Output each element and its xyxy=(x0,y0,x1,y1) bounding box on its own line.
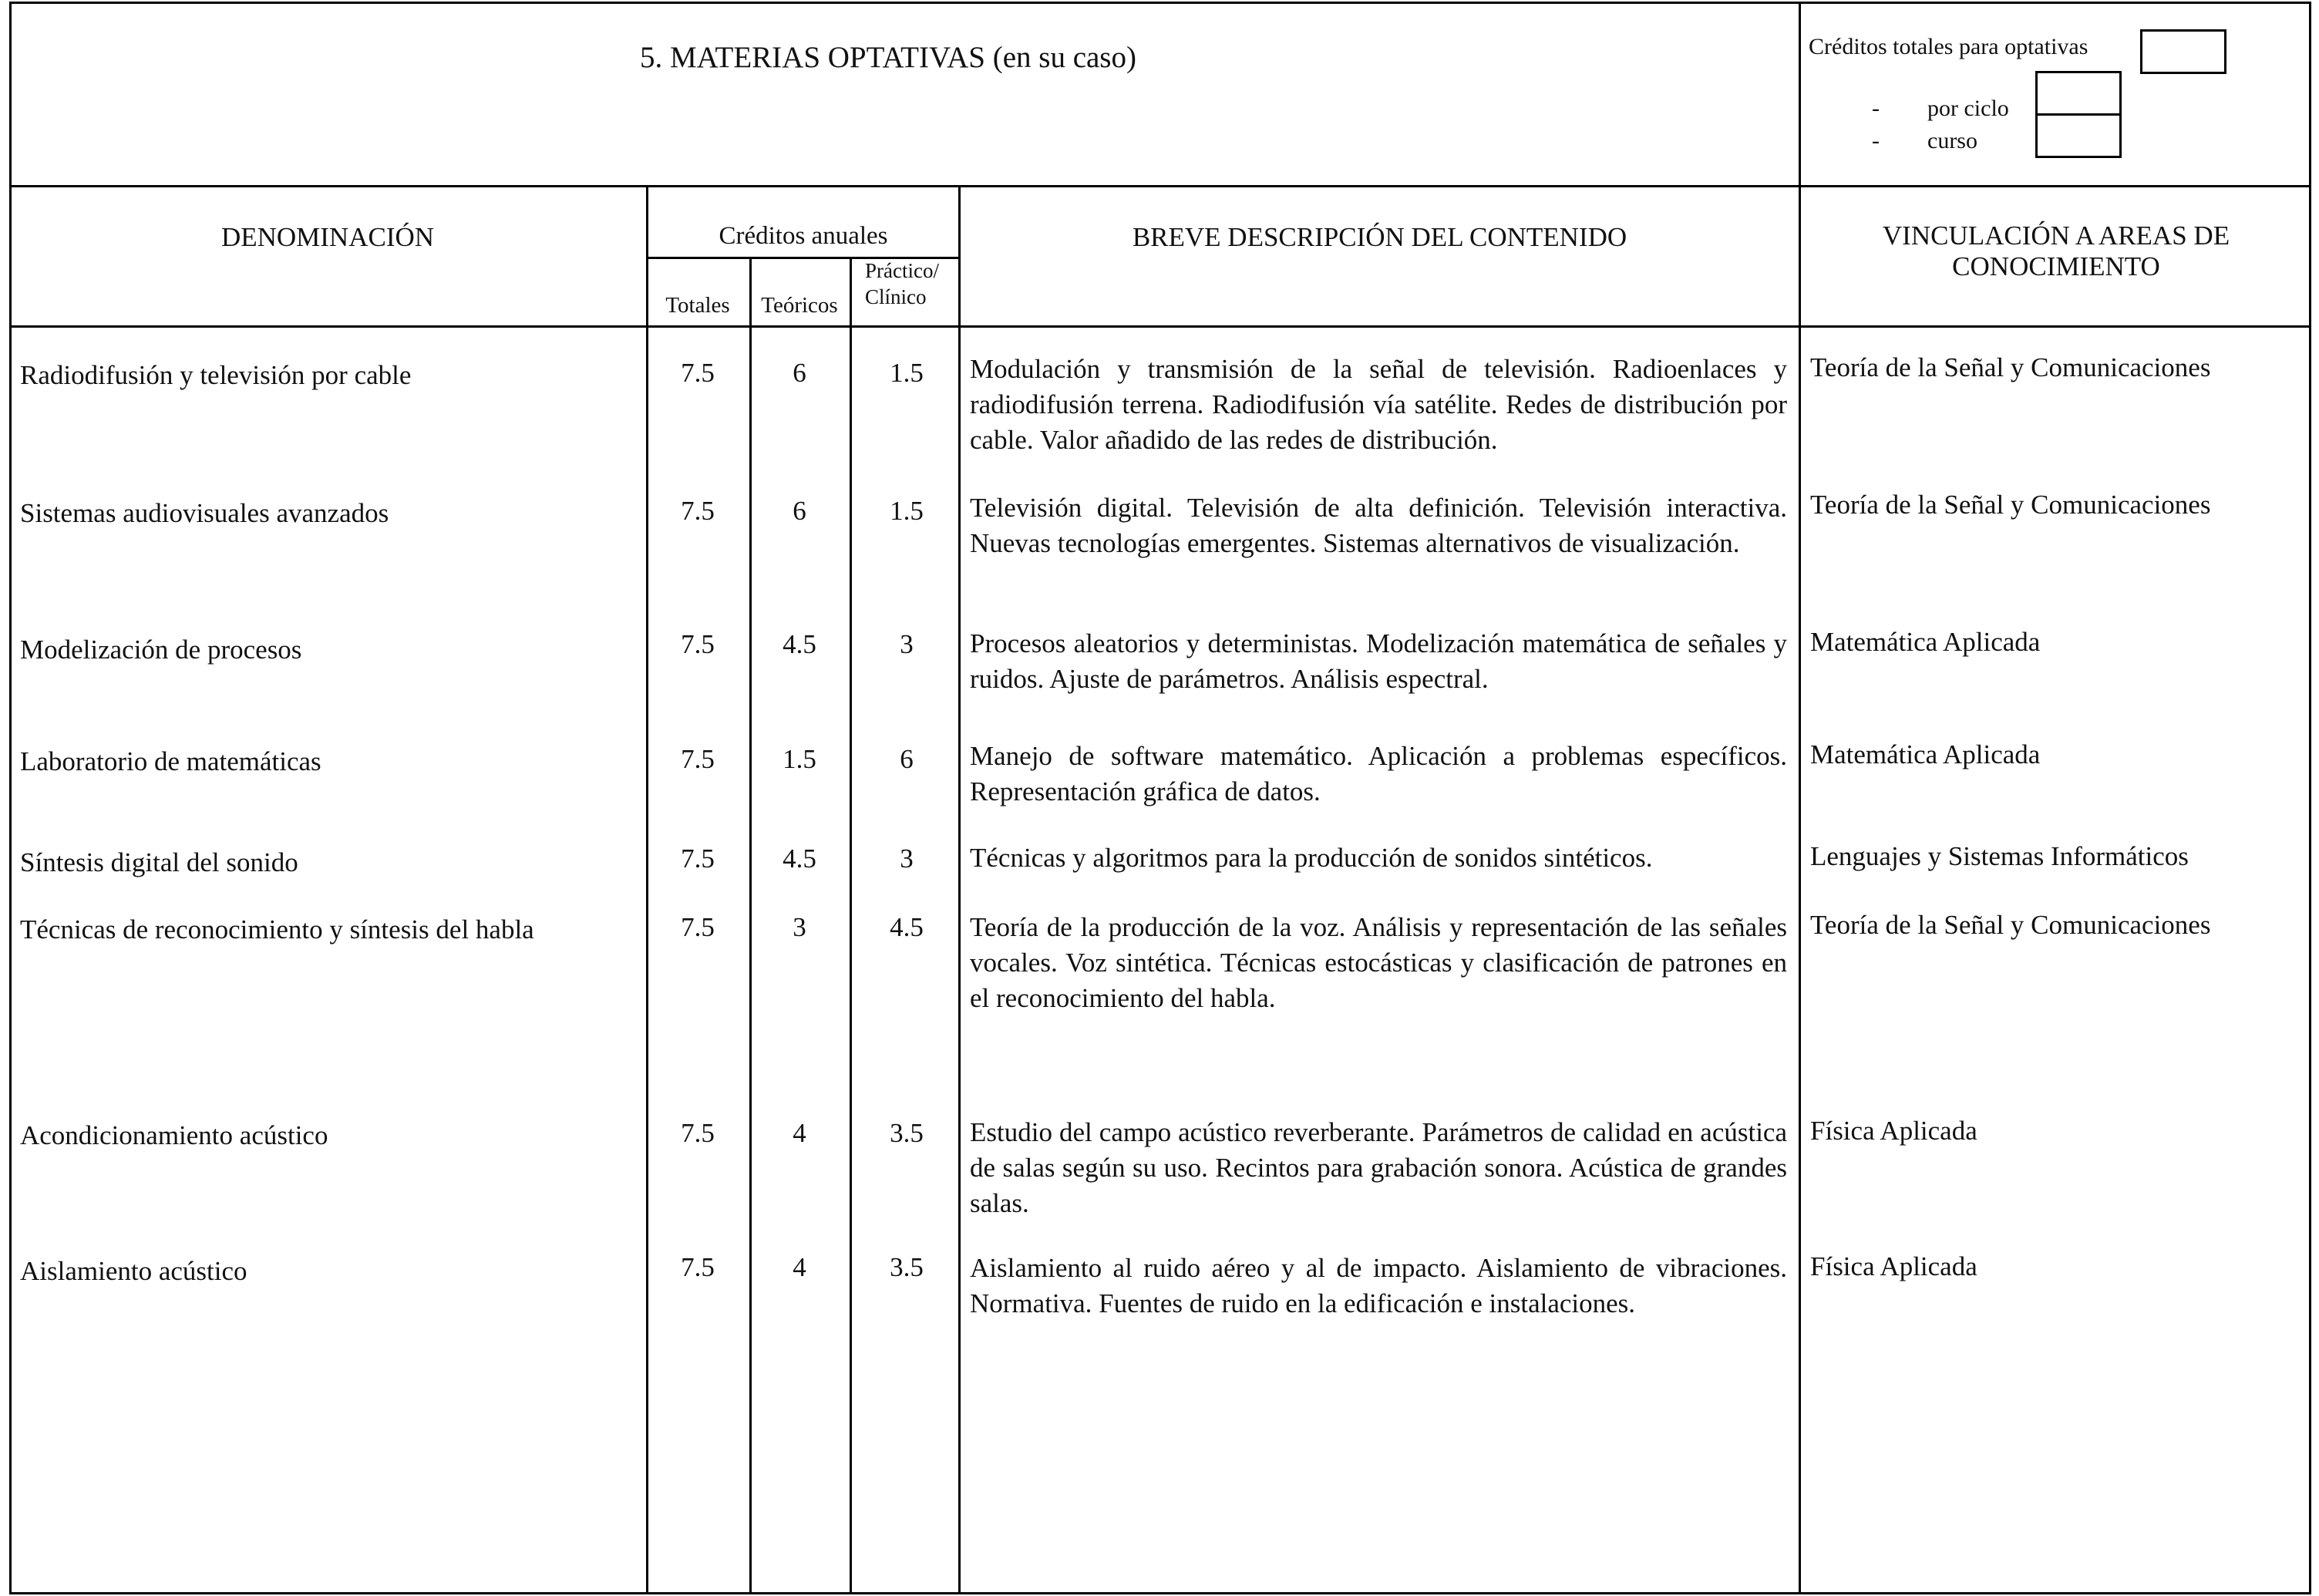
row-8-totales: 7.5 xyxy=(681,1252,715,1282)
row-1-teoricos: 6 xyxy=(793,358,806,388)
course-label: curso xyxy=(1927,128,1977,153)
row-8-practicos: 3.5 xyxy=(890,1252,924,1282)
credits-total-box xyxy=(2140,29,2226,74)
row-6-area: Teoría de la Señal y Comunicaciones xyxy=(1810,910,2211,940)
header-divider xyxy=(9,185,2311,187)
row-7-teoricos: 4 xyxy=(793,1118,806,1148)
row-3-teoricos: 4.5 xyxy=(783,629,816,659)
row-5-totales: 7.5 xyxy=(681,843,715,874)
row-5-teoricos: 4.5 xyxy=(783,843,816,874)
per-cycle-label: por ciclo xyxy=(1927,96,2009,121)
row-1-practicos: 1.5 xyxy=(890,358,924,388)
header-descripcion: BREVE DESCRIPCIÓN DEL CONTENIDO xyxy=(1132,222,1627,252)
row-3-practicos: 3 xyxy=(900,629,914,659)
row-5-practicos: 3 xyxy=(900,843,914,874)
row-2-description: Televisión digital. Televisión de alta definición. Televisión interactiva. Nuevas tecnologías emergentes. Sistemas alternativos de visualización. xyxy=(970,493,1787,558)
row-3-description: Procesos aleatorios y deterministas. Modelización matemática de señales y ruidos. Ajuste de parámetros. Análisis espectral. xyxy=(970,628,1787,694)
row-1-description: Modulación y transmisión de la señal de televisión. Radioenlaces y radiodifusión terrena. Radiodifusión vía satélite. Redes de distribución por cable. Valor añadido de las redes de distribución. xyxy=(970,354,1787,455)
header-practico-line2: Clínico xyxy=(865,285,927,308)
header-totales: Totales xyxy=(665,293,730,318)
section-title: 5. MATERIAS OPTATIVAS (en su caso) xyxy=(640,41,1136,74)
row-7-area: Física Aplicada xyxy=(1810,1116,1977,1146)
row-5-description: Técnicas y algoritmos para la producción de sonidos sintéticos. xyxy=(970,843,1653,873)
row-4-area: Matemática Aplicada xyxy=(1810,739,2041,769)
course-dash: - xyxy=(1872,128,1880,153)
row-6-practicos: 4.5 xyxy=(890,912,924,942)
row-3-name: Modelización de procesos xyxy=(20,635,302,665)
header-denominacion: DENOMINACIÓN xyxy=(220,222,435,252)
header-practico-line1: Práctico/ xyxy=(865,259,939,282)
header-vinculacion-line1: VINCULACIÓN A AREAS DE xyxy=(1882,221,2230,251)
row-2-totales: 7.5 xyxy=(681,496,715,526)
row-2-area: Teoría de la Señal y Comunicaciones xyxy=(1810,490,2211,520)
row-8-description: Aislamiento al ruido aéreo y al de impacto. Aislamiento de vibraciones. Normativa. Fuentes de ruido en la edificación e instalaciones. xyxy=(970,1253,1787,1318)
header-creditos-anuales: Créditos anuales xyxy=(719,222,888,250)
row-8-teoricos: 4 xyxy=(793,1252,806,1282)
row-5-name: Síntesis digital del sonido xyxy=(20,847,298,877)
row-4-description: Manejo de software matemático. Aplicación a problemas específicos. Representación gráfica de datos. xyxy=(970,741,1787,806)
row-4-totales: 7.5 xyxy=(681,744,715,774)
course-box xyxy=(2035,113,2122,158)
per-cycle-dash: - xyxy=(1872,96,1880,121)
column-header-divider xyxy=(9,325,2311,328)
row-6-name: Técnicas de reconocimiento y síntesis del habla xyxy=(20,914,534,944)
header-teoricos: Teóricos xyxy=(761,293,838,318)
row-2-teoricos: 6 xyxy=(793,496,806,526)
row-1-name: Radiodifusión y televisión por cable xyxy=(20,360,412,390)
row-2-practicos: 1.5 xyxy=(890,496,924,526)
row-6-teoricos: 3 xyxy=(793,912,806,942)
row-4-practicos: 6 xyxy=(900,744,914,774)
row-7-practicos: 3.5 xyxy=(890,1118,924,1148)
row-4-name: Laboratorio de matemáticas xyxy=(20,746,321,776)
row-7-description: Estudio del campo acústico reverberante. Parámetros de calidad en acústica de salas según su uso. Recintos para grabación sonora. Acústica de grandes salas. xyxy=(970,1117,1787,1218)
row-8-name: Aislamiento acústico xyxy=(20,1256,247,1286)
row-8-area: Física Aplicada xyxy=(1810,1251,1977,1281)
header-vinculacion-line2: CONOCIMIENTO xyxy=(1952,251,2160,281)
row-4-teoricos: 1.5 xyxy=(783,744,816,774)
row-6-totales: 7.5 xyxy=(681,912,715,942)
row-2-name: Sistemas audiovisuales avanzados xyxy=(20,498,389,528)
row-3-totales: 7.5 xyxy=(681,629,715,659)
col-divider-name xyxy=(646,185,648,1594)
credits-total-label: Créditos totales para optativas xyxy=(1809,34,2088,59)
row-1-area: Teoría de la Señal y Comunicaciones xyxy=(1810,352,2211,382)
row-6-description: Teoría de la producción de la voz. Análisis y representación de las señales vocales. Voz sintética. Técnicas estocásticas y clasificación de patrones en el reconocimiento del habla. xyxy=(970,912,1787,1013)
row-5-area: Lenguajes y Sistemas Informáticos xyxy=(1810,841,2189,871)
row-7-totales: 7.5 xyxy=(681,1118,715,1148)
row-7-name: Acondicionamiento acústico xyxy=(20,1120,328,1150)
per-cycle-box xyxy=(2035,71,2122,116)
row-1-totales: 7.5 xyxy=(681,358,715,388)
col-divider-practicos xyxy=(958,185,961,1594)
row-3-area: Matemática Aplicada xyxy=(1810,627,2041,657)
col-divider-teoricos xyxy=(850,257,852,1594)
